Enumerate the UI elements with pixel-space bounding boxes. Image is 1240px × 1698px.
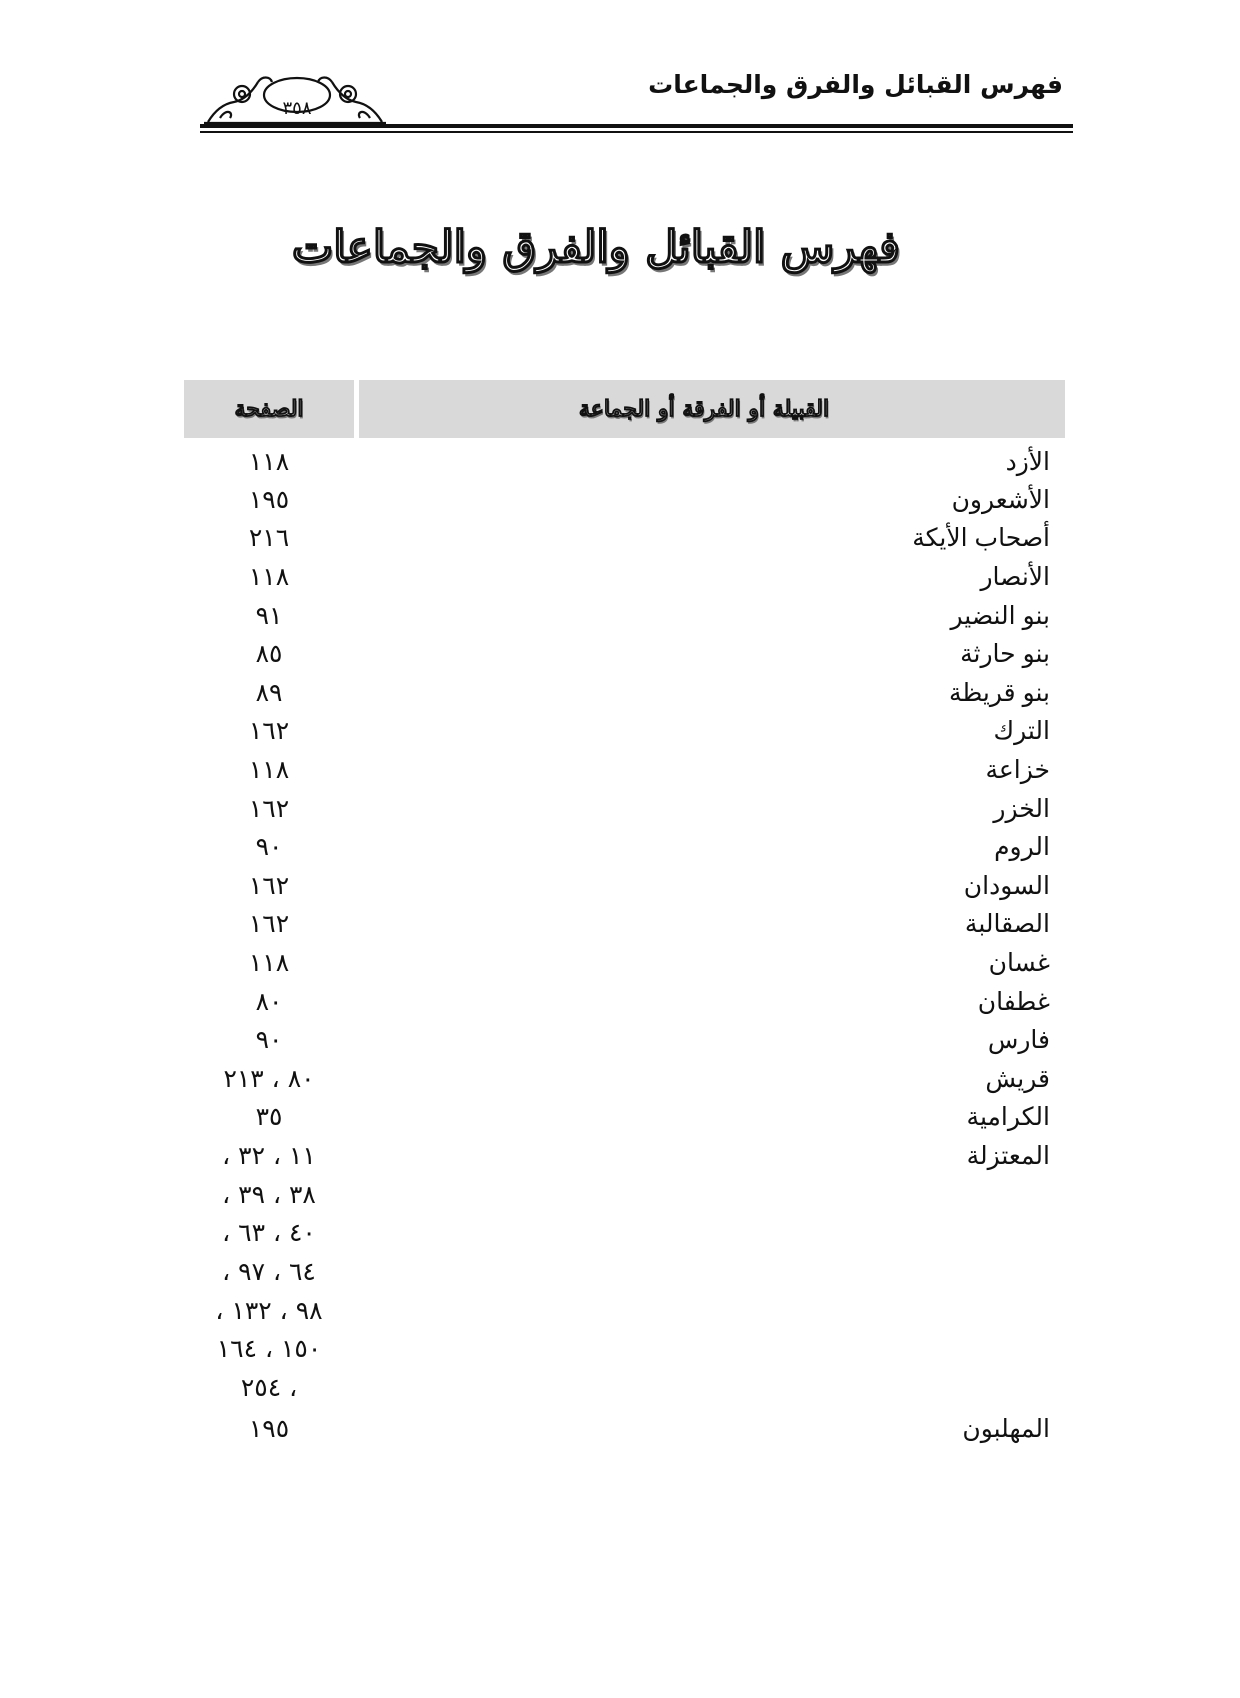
page-refs: ٨٩: [255, 678, 283, 707]
table-row: [184, 751, 1065, 789]
table-row: [184, 1176, 1065, 1214]
page-refs: ٩٠: [255, 832, 283, 861]
table-header: [184, 380, 1065, 438]
column-header-group: القبيلة أو الفرقة أو الجماعة: [578, 396, 830, 422]
group-name: خزاعة: [985, 756, 1050, 784]
page-refs: ٨٠ ، ٢١٣: [223, 1064, 315, 1093]
page-refs: ١١٨: [248, 562, 290, 591]
page-refs: ١٩٥: [248, 485, 290, 514]
table-row: [184, 828, 1065, 866]
page-refs: ١٦٢: [248, 794, 290, 823]
group-name: المعتزلة: [966, 1142, 1050, 1170]
page-refs: ١١٨: [248, 447, 290, 476]
group-name: أصحاب الأيكة: [912, 524, 1050, 552]
table-row: [184, 944, 1065, 982]
table-row: [184, 558, 1065, 596]
table-row: [184, 1214, 1065, 1252]
page-refs: ٨٠: [255, 987, 283, 1016]
header-rule-thin: [200, 131, 1073, 133]
group-name: غسان: [988, 949, 1050, 977]
table-row: [184, 1253, 1065, 1291]
page-refs: ٣٥: [255, 1102, 283, 1131]
group-name: فارس: [987, 1026, 1050, 1054]
page-refs: ٨٥: [255, 639, 283, 668]
table-row: [184, 867, 1065, 905]
table-row: [184, 1060, 1065, 1098]
running-title: فهرس القبائل والفرق والجماعات: [648, 70, 1063, 99]
page-refs: ٦٤ ، ٩٧ ،: [222, 1257, 316, 1286]
group-name: بنو النضير: [950, 602, 1050, 630]
page-refs: ٩٨ ، ١٣٢ ،: [215, 1296, 323, 1325]
table-row: [184, 519, 1065, 557]
page-refs: ٩٠: [255, 1025, 283, 1054]
group-name: الروم: [994, 833, 1050, 861]
page-header: [200, 60, 1073, 140]
table-row: [184, 1098, 1065, 1136]
group-name: الكرامية: [966, 1103, 1050, 1131]
page-refs: ١٩٥: [248, 1414, 290, 1443]
table-row: [184, 443, 1065, 481]
page-refs: ٤٠ ، ٦٣ ،: [222, 1218, 316, 1247]
table-row: [184, 1292, 1065, 1330]
table-row: [184, 790, 1065, 828]
page-refs: ١١٨: [248, 948, 290, 977]
page-refs: ١٦٢: [248, 909, 290, 938]
column-divider: [354, 380, 359, 438]
group-name: غطفان: [977, 988, 1050, 1016]
group-name: بنو حارثة: [960, 640, 1050, 668]
table-row: [184, 905, 1065, 943]
index-title: فهرس القبائل والفرق والجماعات: [291, 222, 900, 273]
table-row: [184, 1021, 1065, 1059]
table-row: [184, 1137, 1065, 1175]
page-refs: ١١ ، ٣٢ ،: [222, 1141, 316, 1170]
group-name: السودان: [963, 872, 1050, 900]
page-refs: ١٦٢: [248, 716, 290, 745]
group-name: الترك: [993, 717, 1050, 745]
page-refs: ١٦٢: [248, 871, 290, 900]
page-refs: ١١٨: [248, 755, 290, 784]
table-row: [184, 1369, 1065, 1407]
page-refs: ٩١: [255, 601, 283, 630]
table-row: [184, 674, 1065, 712]
page-refs: ٢١٦: [248, 523, 290, 552]
page-refs: ٣٨ ، ٣٩ ،: [222, 1180, 316, 1209]
header-rule-thick: [200, 124, 1073, 128]
table-row: [184, 635, 1065, 673]
group-name: الخزر: [993, 795, 1050, 823]
table-row: [184, 1330, 1065, 1368]
table-row: [184, 983, 1065, 1021]
table-row: [184, 597, 1065, 635]
column-header-page: الصفحة: [234, 396, 304, 422]
page-number-ornament: [200, 72, 390, 124]
table-row: [184, 712, 1065, 750]
page-number: ٣٥٨: [282, 98, 312, 119]
page-refs: ، ٢٥٤: [240, 1373, 298, 1402]
group-name: الأزد: [1005, 448, 1050, 476]
group-name: الأشعرون: [951, 486, 1050, 514]
group-name: الصقالبة: [964, 910, 1050, 938]
page-refs: ١٥٠ ، ١٦٤: [216, 1334, 322, 1363]
group-name: قريش: [985, 1065, 1050, 1093]
group-name: الأنصار: [980, 563, 1050, 591]
group-name: بنو قريظة: [949, 679, 1050, 707]
table-row: [184, 1410, 1065, 1448]
group-name: المهلبون: [962, 1415, 1050, 1443]
table-row: [184, 481, 1065, 519]
